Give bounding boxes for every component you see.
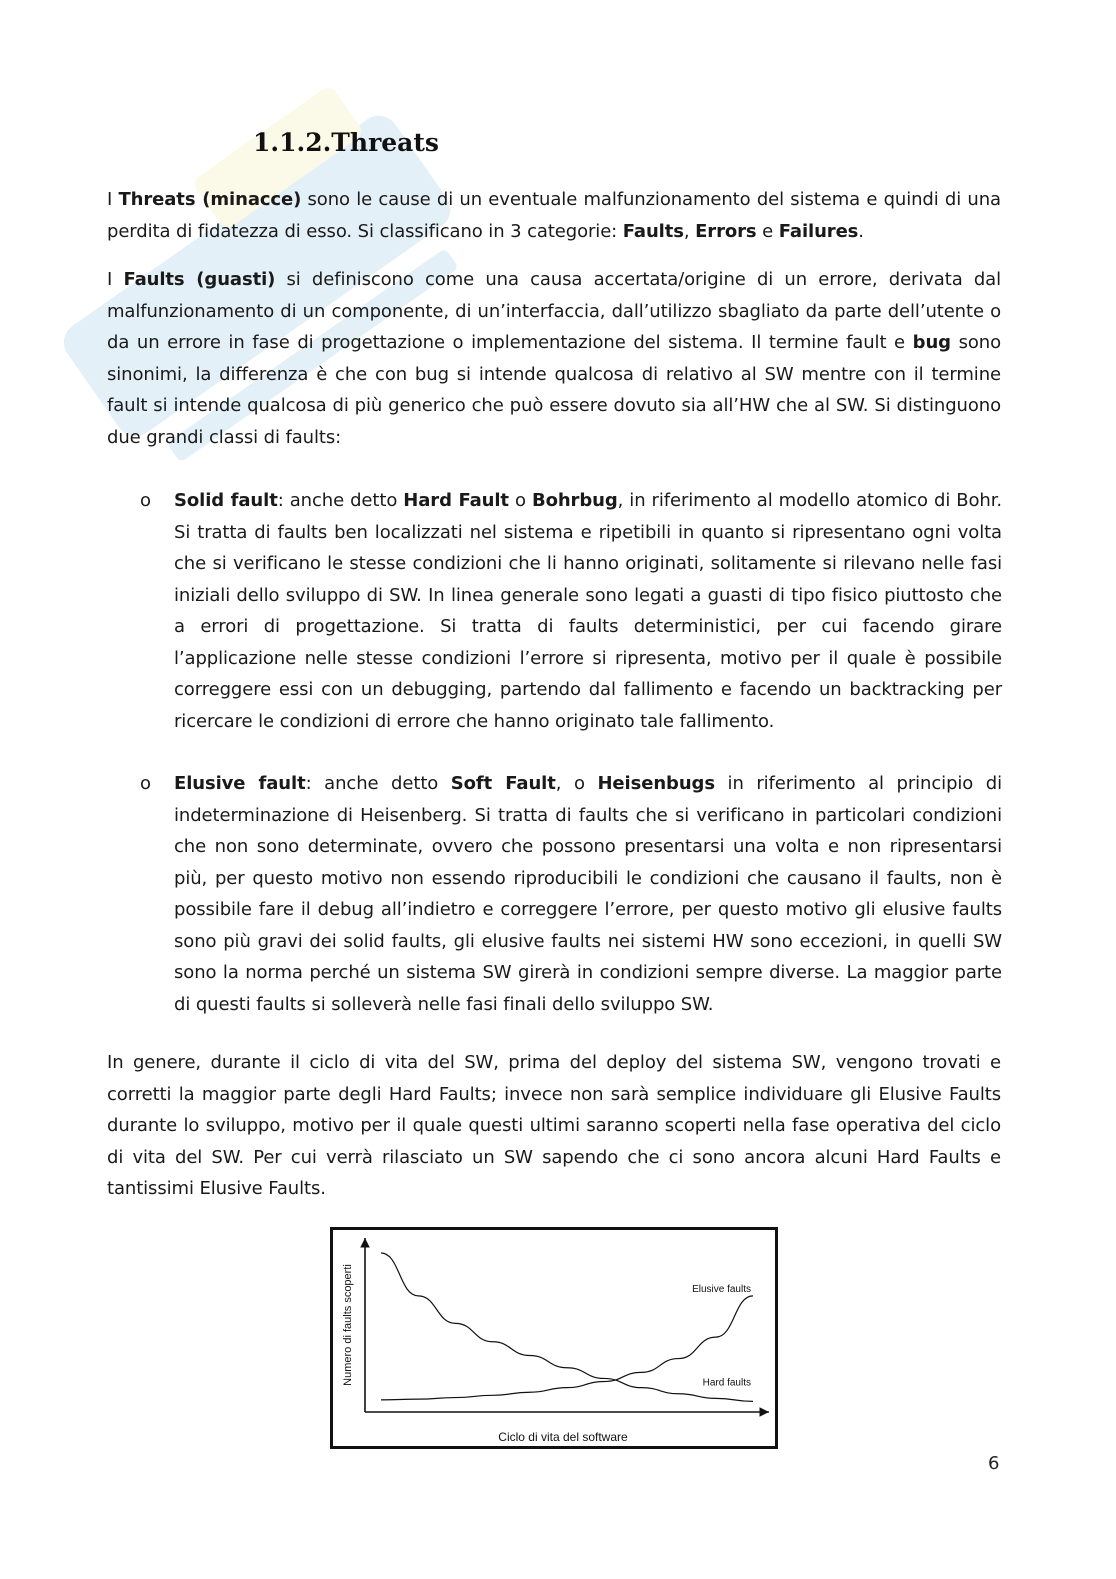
- section-title-text: Threats: [331, 128, 439, 157]
- y-axis-label: Numero di faults scoperti: [342, 1264, 354, 1386]
- list-bullet: o: [140, 490, 152, 511]
- list-item-elusive-fault: Elusive fault: anche detto Soft Fault, o Heisenbugs in riferimento al principio di indeterminazione di Heisenberg. Si tratta di faults che si verificano in particolari condizioni che non sono determinate, ovvero che possono presentarsi una volta e non ripresentarsi più, per questo motivo non essendo riproducibili le condizioni che causano il faults, non è possibile fare il debug all’indietro e correggere l’errore, per questo motivo gli elusive faults sono più gravi dei solid faults, gli elusive faults nei sistemi HW sono eccezioni, in quelli SW sono la norma perché un sistema SW girerà in condizioni sempre diverse. La maggior parte di questi faults si solleverà nelle fasi finali dello sviluppo SW.: [174, 773, 1003, 1015]
- series-line-hard-faults: [381, 1253, 753, 1401]
- faults-chart-figure: [330, 1227, 778, 1449]
- section-title: [253, 128, 439, 157]
- list-bullet: o: [140, 773, 152, 794]
- series-line-elusive-faults: [381, 1296, 753, 1400]
- list-item-solid-fault: Solid fault: anche detto Hard Fault o Bohrbug, in riferimento al modello atomico di Bohr. Si tratta di faults ben localizzati nel sistema e ripetibili in quanto si ripresentano ogni volta che si verificano le stesse condizioni che li hanno originati, solitamente si rilevano nelle fasi iniziali dello sviluppo di SW. In linea generale sono legati a guasti di tipo fisico piuttosto che a errori di progettazione. Si tratta di faults deterministici, per cui facendo girare l’applicazione nelle stesse condizioni l’errore si ripresenta, motivo per il quale è possibile correggere essi con un debugging, partendo dal fallimento e facendo un backtracking per ricercare le condizioni di errore che hanno originato tale fallimento.: [174, 490, 1003, 732]
- legend-label-elusive-faults: Elusive faults: [692, 1283, 751, 1295]
- section-number: 1.1.2.: [253, 128, 332, 157]
- closing-paragraph: In genere, durante il ciclo di vita del SW, prima del deploy del sistema SW, vengono trovati e corretti la maggior parte degli Hard Faults; invece non sarà semplice individuare gli Elusive Faults durante lo sviluppo, motivo per il quale questi ultimi saranno scoperti nella fase operativa del ciclo di vita del SW. Per cui verrà rilasciato un SW sapendo che ci sono ancora alcuni Hard Faults e tantissimi Elusive Faults.: [107, 1052, 1001, 1199]
- legend-label-hard-faults: Hard faults: [702, 1377, 751, 1389]
- faults-paragraph: I Faults (guasti) si definiscono come una causa accertata/origine di un errore, derivata dal malfunzionamento di un componente, di un’interfaccia, dall’utilizzo sbagliato da parte dell’utente o da un errore in fase di progettazione o implementazione del sistema. Il termine fault e bug sono sinonimi, la differenza è che con bug si intende qualcosa di relativo al SW mentre con il termine fault si intende qualcosa di più generico che può essere dovuto sia all’HW che al SW. Si distinguono due grandi classi di faults:: [107, 269, 1001, 448]
- x-axis-label: Ciclo di vita del software: [498, 1430, 628, 1444]
- faults-chart: [333, 1230, 775, 1446]
- intro-paragraph: I Threats (minacce) sono le cause di un eventuale malfunzionamento del sistema e quindi di una perdita di fidatezza di esso. Si classificano in 3 categorie: Faults, Errors e Failures.: [107, 189, 1001, 242]
- page-number: 6: [988, 1453, 1000, 1474]
